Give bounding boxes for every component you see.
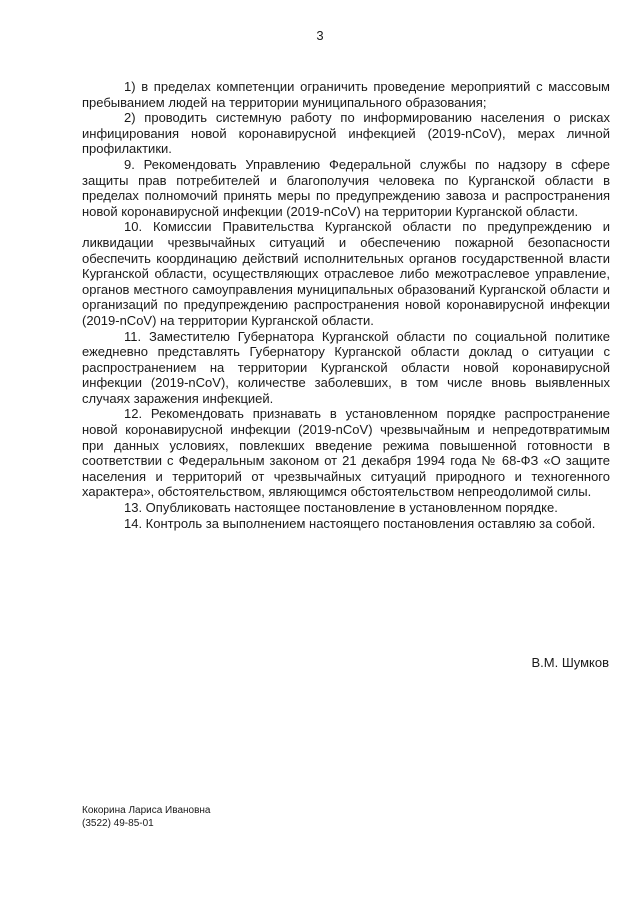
contact-name: Кокорина Лариса Ивановна xyxy=(82,805,211,816)
signature-name: В.М. Шумков xyxy=(531,655,609,670)
paragraph: 14. Контроль за выполнением настоящего постановления оставляю за собой. xyxy=(124,515,596,531)
contact-phone: (3522) 49-85-01 xyxy=(82,818,154,829)
page-number: 3 xyxy=(316,28,324,43)
paragraph: 11. Заместителю Губернатора Курганской области по социальной политике ежедневно представлять Губернатору Курганской области доклад о ситуации с распространением на территории Курганской области новой коронавирусной инфекции (2019-nCoV), количестве заболевших, в том числе вновь выявленных случаях заражения инфекцией. xyxy=(82,328,610,406)
paragraph: 12. Рекомендовать признавать в установленном порядке распространение новой коронавирусной инфекции (2019-nCoV) чрезвычайным и непредотвратимым при данных условиях, повлекших введение режима повышенной готовности в соответствии с Федеральным законом от 21 декабря 1994 года № 68-ФЗ «О защите населения и территорий от чрезвычайных ситуаций природного и техногенного характера», обстоятельством, являющимся обстоятельством непреодолимой силы. xyxy=(82,406,610,500)
paragraph: 13. Опубликовать настоящее постановление в установленном порядке. xyxy=(124,500,558,516)
contact-block xyxy=(82,804,211,830)
paragraph: 10. Комиссии Правительства Курганской области по предупреждению и ликвидации чрезвычайных ситуаций и обеспечению пожарной безопасности обеспечить координацию действий исполнительных органов государственной власти Курганской области, осуществляющих отраслевое либо межотраслевое управление, органов местного самоуправления муниципальных образований Курганской области и организаций по предупреждению распространения новой коронавирусной инфекции (2019-nCoV) на территории Курганской области. xyxy=(82,219,610,328)
document-body xyxy=(82,79,610,531)
paragraph: 1) в пределах компетенции ограничить проведение мероприятий с массовым пребыванием людей на территории муниципального образования; xyxy=(82,79,610,110)
paragraph: 9. Рекомендовать Управлению Федеральной службы по надзору в сфере защиты прав потребителей и благополучия человека по Курганской области в пределах полномочий принять меры по предупреждению завоза и распространения новой коронавирусной инфекции (2019-nCoV) на территории Курганской области. xyxy=(82,156,610,219)
paragraph: 2) проводить системную работу по информированию населения о рисках инфицирования новой коронавирусной инфекцией (2019-nCoV), мерах личной профилактики. xyxy=(82,110,610,157)
